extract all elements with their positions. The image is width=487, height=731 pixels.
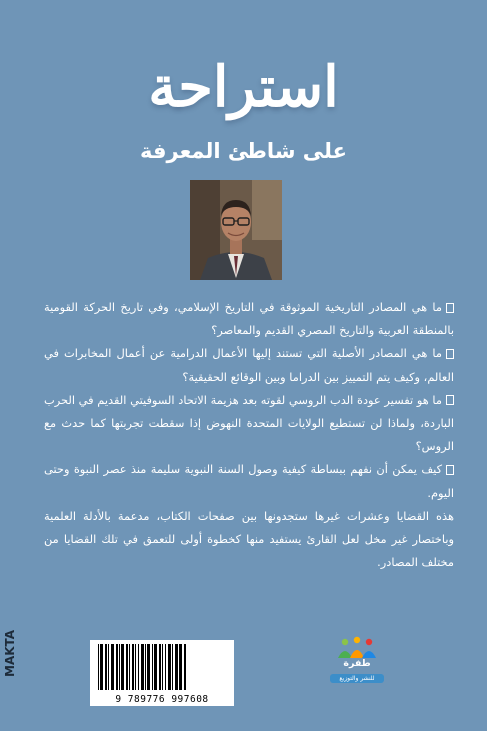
bullet-box-icon <box>446 349 454 359</box>
barcode-bar <box>179 644 182 690</box>
barcode-bar <box>145 644 146 690</box>
blurb-question: ما هو تفسير عودة الدب الروسي لقوته بعد هزيمة الاتحاد السوفيتي القديم في الحرب الباردة، ولماذا لن تستطيع الولايات المتحدة النهوض إذا سقطت تجربتها كما حدث مع الروس؟ <box>44 392 454 454</box>
barcode-bar <box>159 644 161 690</box>
isbn-digits: 9 789776 997608 <box>115 694 209 705</box>
author-portrait-image <box>190 180 282 280</box>
publisher-name: طفرة <box>343 658 371 669</box>
back-cover-blurb <box>44 296 454 574</box>
blurb-question: ما هي المصادر الأصلية التي تستند إليها الأعمال الدرامية عن أعمال المخابرات في العالم، وكيف يتم التمييز بين الدراما وبين الوقائع الحقيقية؟ <box>44 346 454 384</box>
barcode-bar <box>116 644 118 690</box>
barcode-bar <box>100 644 103 690</box>
blurb-closing-paragraph: هذه القضايا وعشرات غيرها ستجدونها بين صفحات الكتاب، مدعمة بالأدلة العلمية وباختصار غير مخل لعل القارئ يستفيد منها كخطوة أولى للتعمق في تلك القضايا من مختلف المصادر. <box>44 508 454 570</box>
barcode-bar <box>98 644 99 690</box>
barcode-bar <box>152 644 153 690</box>
barcode-bar <box>141 644 144 690</box>
barcode-bar <box>119 644 120 690</box>
bullet-box-icon <box>446 465 454 475</box>
barcode-bar <box>184 644 186 690</box>
barcode-bar <box>172 644 173 690</box>
author-photo <box>190 180 282 280</box>
blurb-question: ما هي المصادر التاريخية الموثوقة في التاريخ الإسلامي، وفي تاريخ الحركة القومية بالمنطقة العربية والتاريخ المصري القديم والمعاصر؟ <box>44 300 454 338</box>
barcode-bar <box>175 644 178 690</box>
book-subtitle: على شاطئ المعرفة <box>140 139 347 163</box>
barcode-bar <box>135 644 136 690</box>
publisher-tagline: للنشر والتوزيع <box>330 674 384 683</box>
blurb-question: كيف يمكن أن نفهم ببساطة كيفية وصول السنة النبوية سليمة منذ عصر النبوة وحتى اليوم. <box>44 462 454 500</box>
isbn-barcode <box>90 640 234 706</box>
bullet-box-icon <box>446 395 454 405</box>
barcode-bar <box>132 644 134 690</box>
barcode-bar <box>105 644 107 690</box>
barcode-bar <box>129 644 130 690</box>
barcode-bar <box>162 644 163 690</box>
barcode-bar <box>165 644 166 690</box>
barcode-bar <box>111 644 114 690</box>
publisher-figures-icon <box>330 636 384 660</box>
bullet-box-icon <box>446 303 454 313</box>
barcode-bar <box>108 644 109 690</box>
book-title: استراحة <box>148 54 339 120</box>
barcode-bar <box>154 644 157 690</box>
barcode-bar <box>138 644 139 690</box>
barcode-bar <box>168 644 171 690</box>
barcode-bar <box>121 644 124 690</box>
publisher-logo <box>330 636 384 692</box>
barcode-bar <box>147 644 150 690</box>
barcode-bars <box>90 640 234 694</box>
side-publisher-logo: MAKTA <box>3 629 17 677</box>
barcode-bar <box>126 644 128 690</box>
